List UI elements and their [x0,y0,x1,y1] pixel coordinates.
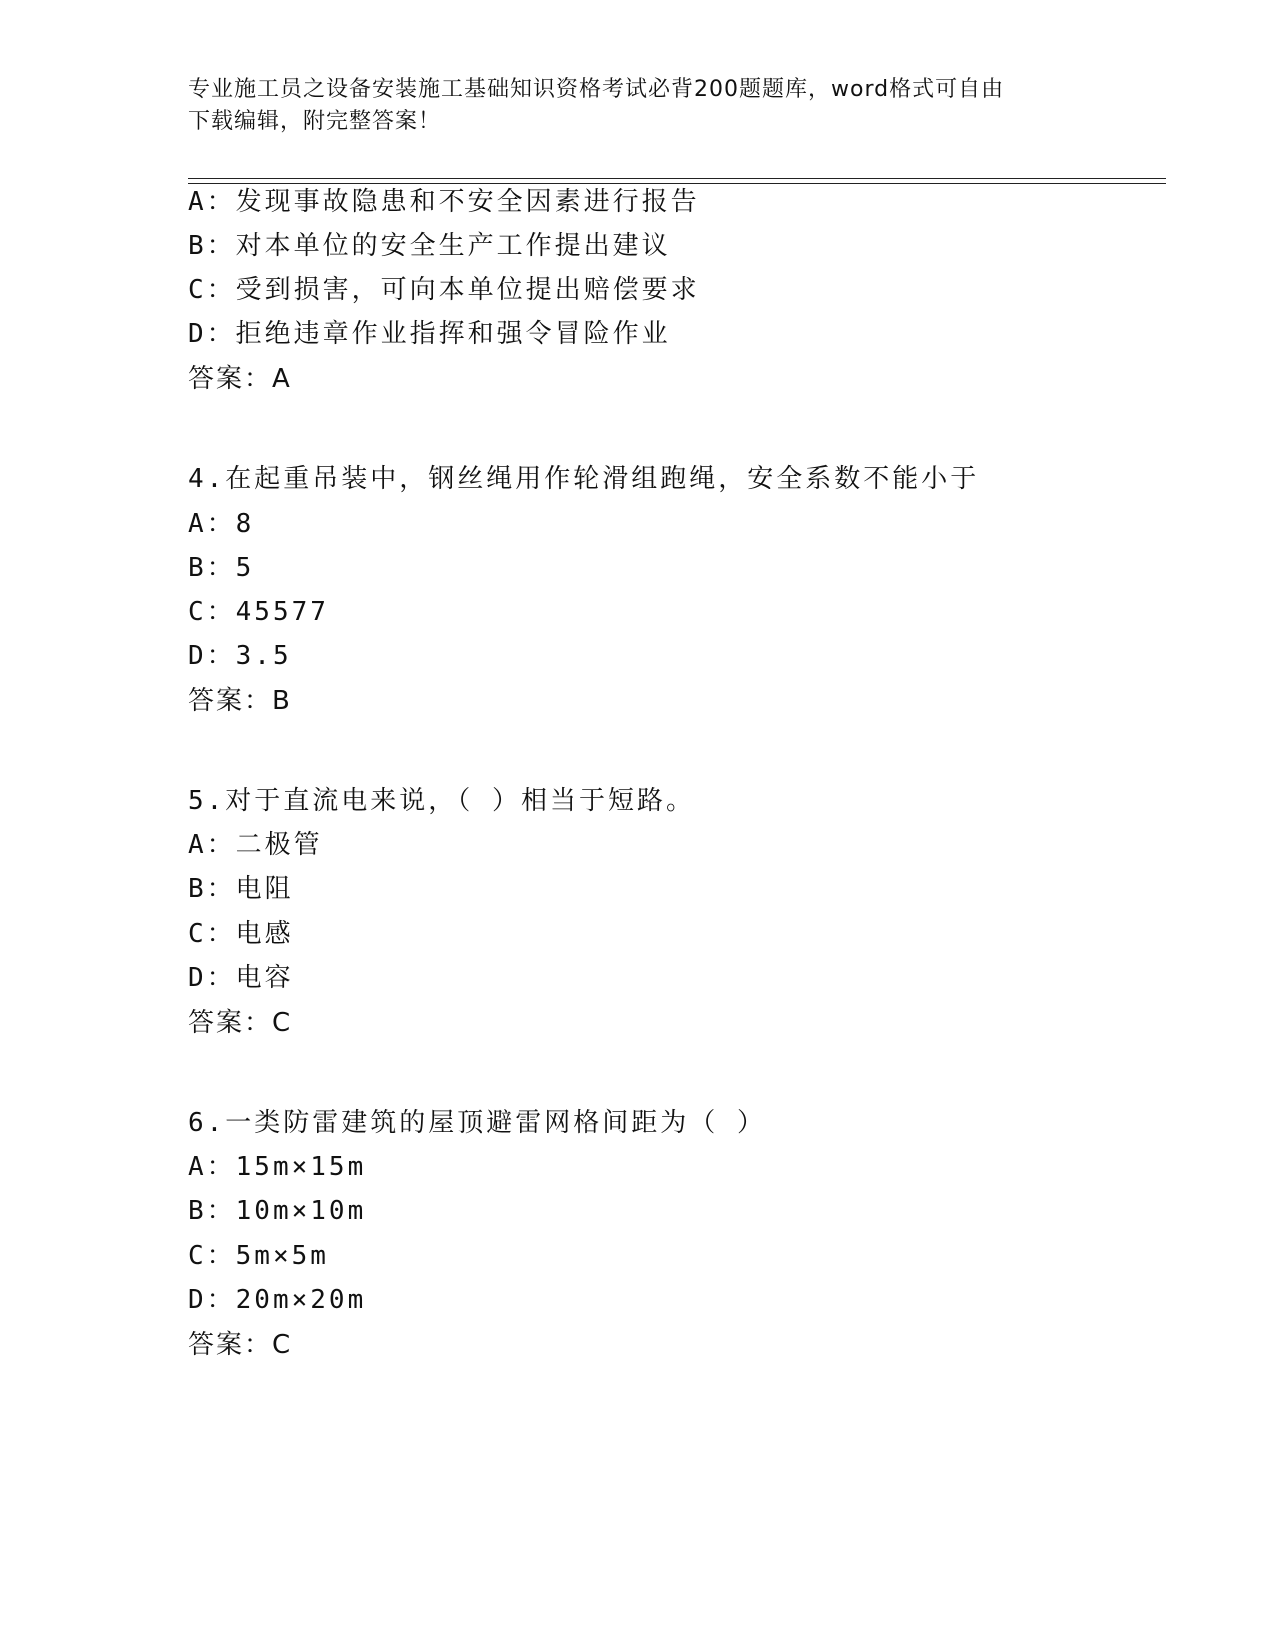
q5-answer: 答案：C [188,1008,293,1038]
header-divider-top [188,178,1166,179]
q3-option-a: A：发现事故隐患和不安全因素进行报告 [188,187,700,217]
q3-option-b: B：对本单位的安全生产工作提出建议 [188,231,671,261]
q4-option-d: D：3.5 [188,641,292,671]
q6-answer: 答案：C [188,1330,293,1360]
q6-option-a: A：15m×15m [188,1152,367,1182]
q4-option-c: C：45577 [188,597,329,627]
q4-answer: 答案：B [188,686,292,716]
q6-option-b: B：10m×10m [188,1196,367,1226]
q5-option-a: A：二极管 [188,830,323,860]
q3-option-d: D：拒绝违章作业指挥和强令冒险作业 [188,319,671,349]
q5-option-d: D：电容 [188,963,294,993]
document-header [188,74,1088,138]
q5-option-b: B：电阻 [188,874,294,904]
q4-question: 4.在起重吊装中，钢丝绳用作轮滑组跑绳，安全系数不能小于 [188,464,980,494]
q3-option-c: C：受到损害，可向本单位提出赔偿要求 [188,275,700,305]
header-divider-bottom [188,183,1166,184]
q6-option-c: C：5m×5m [188,1241,329,1271]
q4-option-a: A：8 [188,509,255,539]
q5-option-c: C：电感 [188,919,294,949]
q3-answer: 答案：A [188,364,292,394]
q6-question: 6.一类防雷建筑的屋顶避雷网格间距为（ ） [188,1108,766,1138]
q4-option-b: B：5 [188,553,255,583]
q6-option-d: D：20m×20m [188,1285,367,1315]
header-line-1: 专业施工员之设备安装施工基础知识资格考试必背200题题库，word格式可自由 [188,77,1005,102]
header-line-2: 下载编辑，附完整答案！ [188,109,442,134]
q5-question: 5.对于直流电来说，（ ）相当于短路。 [188,786,695,816]
